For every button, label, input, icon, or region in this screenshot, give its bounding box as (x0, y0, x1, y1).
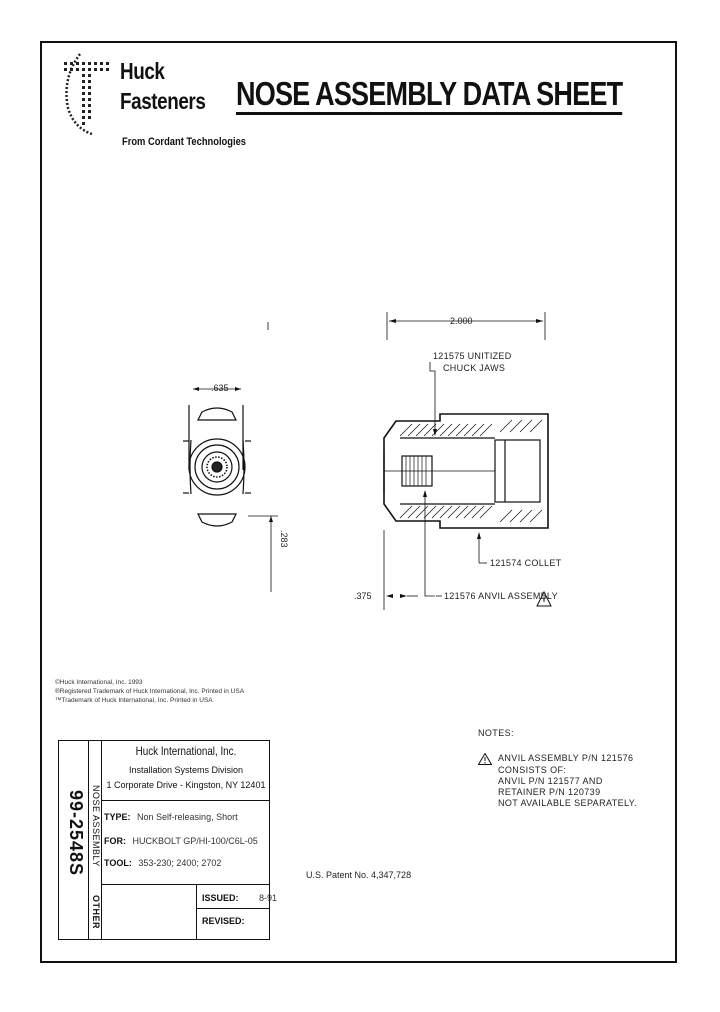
chuck-jaws-callout-2: CHUCK JAWS (443, 363, 506, 373)
part-number: 99-2548S (66, 790, 86, 877)
warning-triangle-icon (478, 753, 492, 765)
title-block-divider (196, 884, 197, 940)
note-line: NOT AVAILABLE SEPARATELY. (498, 798, 637, 808)
title-block-divider (102, 884, 270, 885)
anvil-offset-dim: .375 (354, 591, 372, 601)
collet-callout: 121574 COLLET (490, 558, 562, 568)
type-value: Non Self-releasing, Short (137, 812, 238, 822)
anvil-assembly-callout: 121576 ANVIL ASSEMBLY (444, 591, 558, 601)
tool-label: TOOL: (104, 858, 132, 868)
for-value: HUCKBOLT GP/HI-100/C6L-05 (132, 836, 258, 846)
category-label: NOSE ASSEMBLY (91, 785, 101, 867)
other-label: OTHER (91, 895, 101, 929)
document-title: NOSE ASSEMBLY DATA SHEET (236, 76, 622, 115)
patent-number: U.S. Patent No. 4,347,728 (306, 870, 412, 880)
copyright-line: ©Huck International, Inc. 1993 (55, 679, 143, 686)
overall-length-dim: 2.000 (450, 316, 473, 326)
tool-value: 353-230; 2400; 2702 (138, 858, 222, 868)
issued-value: 8-91 (259, 893, 278, 903)
for-row (104, 836, 258, 846)
end-view (183, 405, 251, 526)
chuck-jaws-callout-1: 121575 UNITIZED (433, 351, 512, 361)
note-line: RETAINER P/N 120739 (498, 787, 601, 797)
tool-row (104, 858, 221, 868)
brand-name-line2: Fasteners (120, 88, 206, 114)
issued-row (202, 893, 277, 903)
for-label: FOR: (104, 836, 126, 846)
revised-label: REVISED: (202, 916, 245, 926)
title-block-divider (196, 908, 270, 909)
copyright-line: ™Trademark of Huck International, Inc. Printed in USA (55, 697, 213, 704)
revised-row (202, 916, 249, 926)
type-row (104, 812, 238, 822)
brand-name-line1: Huck (120, 58, 165, 84)
face-height-dim: .283 (279, 530, 289, 548)
company-name: Huck International, Inc. (135, 744, 237, 758)
note-line: CONSISTS OF: (498, 765, 567, 775)
notes-heading: NOTES: (478, 728, 514, 738)
copyright-line: ®Registered Trademark of Huck International, Inc. Printed in USA (55, 688, 245, 695)
type-label: TYPE: (104, 812, 131, 822)
issued-label: ISSUED: (202, 893, 239, 903)
note-line: ANVIL P/N 121577 AND (498, 776, 603, 786)
notes-section (478, 728, 637, 809)
note-text: ANVIL ASSEMBLY P/N 121576 (498, 753, 634, 763)
title-block-divider (102, 800, 270, 801)
company-address: 1 Corporate Drive - Kingston, NY 12401 (106, 780, 266, 790)
note-line (478, 753, 637, 765)
brand-subtitle: From Cordant Technologies (122, 136, 246, 148)
face-width-dim: .635 (211, 383, 229, 393)
division-name: Installation Systems Division (128, 765, 244, 775)
copyright-notice (55, 678, 244, 705)
